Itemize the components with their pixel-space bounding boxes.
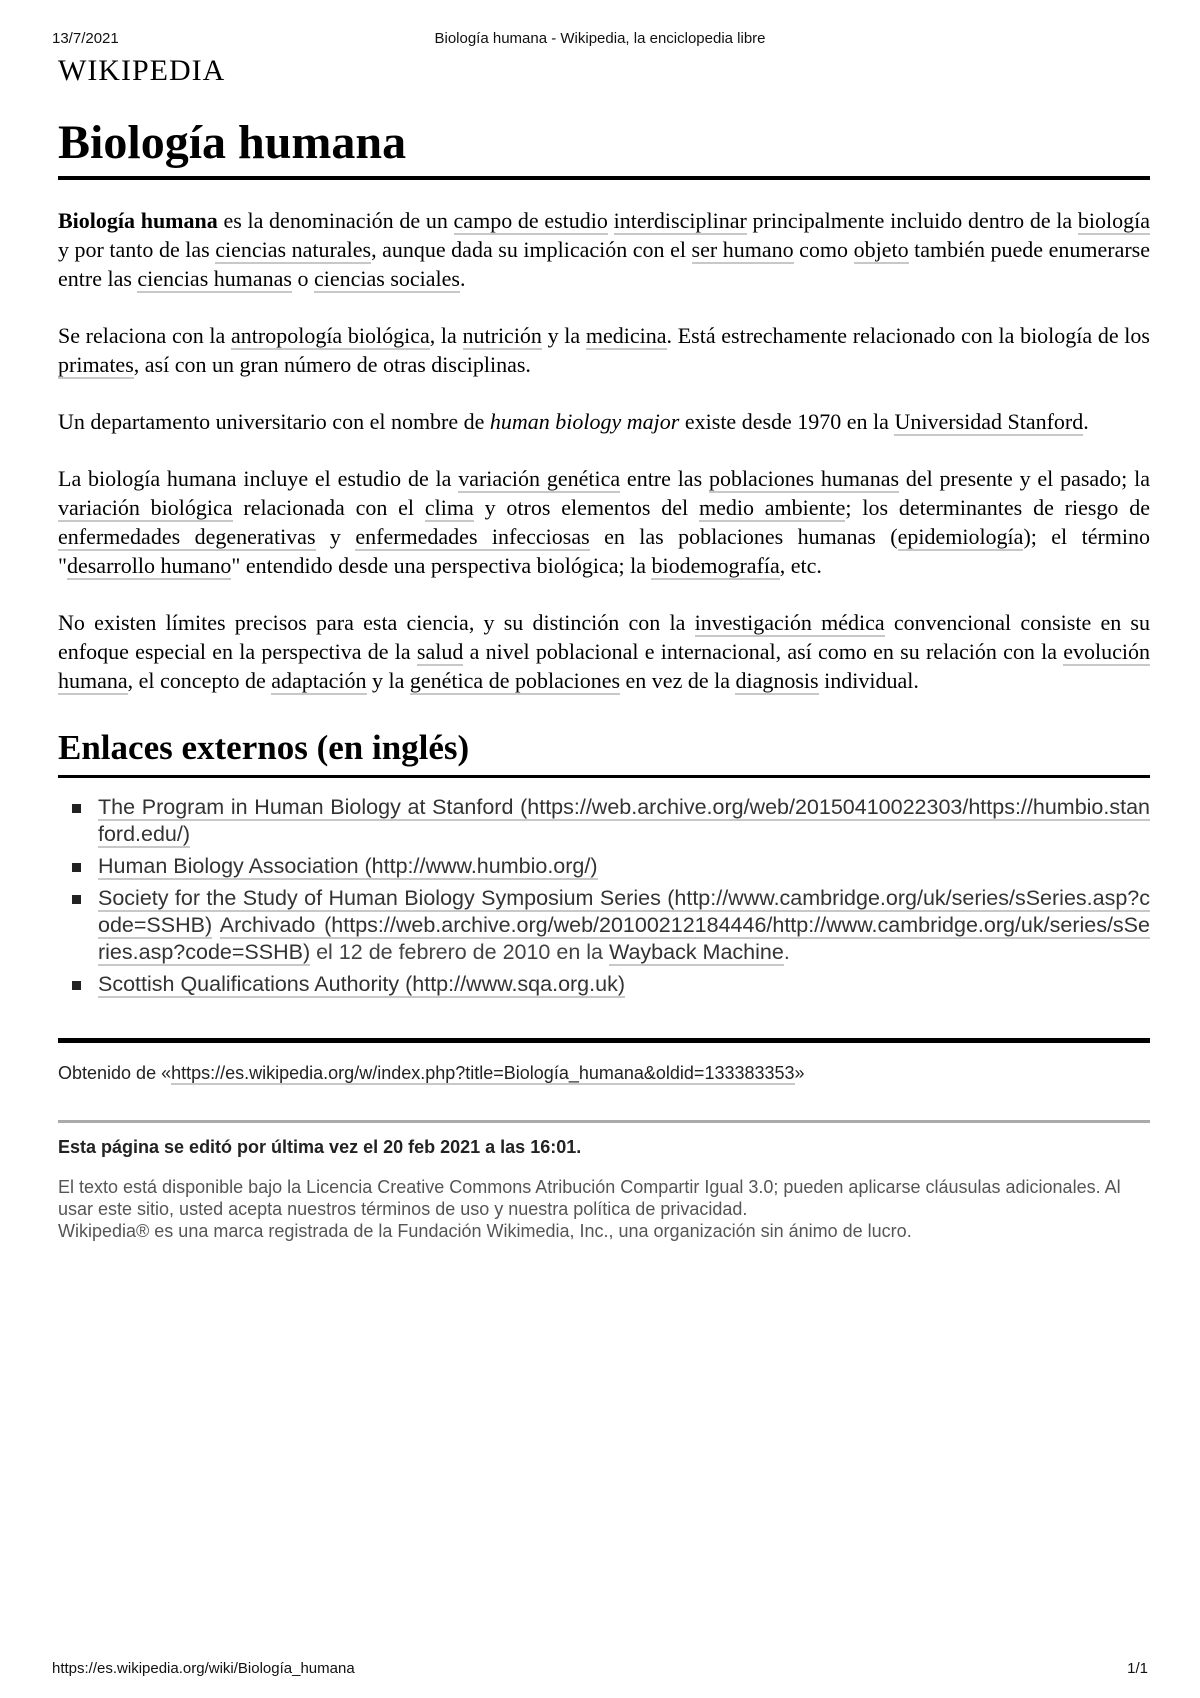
- article-paragraph: [58, 206, 1150, 293]
- article-link[interactable]: salud: [416, 639, 464, 665]
- article-link[interactable]: variación genética: [458, 466, 621, 492]
- retrieved-suffix: »: [794, 1063, 805, 1084]
- article-link[interactable]: evolución humana: [58, 639, 1150, 694]
- text-run: es la denominación de un: [217, 208, 454, 234]
- article-paragraph: [58, 464, 1150, 580]
- article-link[interactable]: medicina: [585, 323, 667, 349]
- external-links-list: [58, 794, 1150, 998]
- article-link[interactable]: Archivado (https://web.archive.org/web/20100212184446/http://www.cambridge.org/uk/series/sSeries.asp?code=SSHB): [98, 913, 1150, 965]
- article-link[interactable]: Society for the Study of Human Biology Symposium Series (http://www.cambridge.org/uk/series/sSeries.asp?code=SSHB): [98, 886, 1150, 938]
- text-run: del presente y el pasado; la: [899, 466, 1150, 492]
- text-run: , etc.: [779, 553, 822, 579]
- text-run: en vez de la: [620, 668, 736, 694]
- article-link[interactable]: Scottish Qualifications Authority (http://www.sqa.org.uk): [98, 972, 625, 997]
- article-link[interactable]: campo de estudio: [453, 208, 608, 234]
- external-link-item: [98, 853, 1150, 880]
- article-link[interactable]: clima: [424, 495, 474, 521]
- text-run: No existen límites precisos para esta ciencia, y su distinción con la: [58, 610, 695, 636]
- text-run: a nivel poblacional e internacional, así como en su relación con la: [463, 639, 1064, 665]
- print-date: 13/7/2021: [52, 30, 119, 47]
- text-run: .: [1083, 409, 1089, 435]
- italic-text: human biology major: [489, 409, 680, 435]
- text-run: entre las: [620, 466, 709, 492]
- license-info: [58, 1176, 1150, 1242]
- article-link[interactable]: biología: [1077, 208, 1150, 234]
- text-run: , el concepto de: [127, 668, 272, 694]
- text-run: . Está estrechamente relacionado con la biología de los: [666, 323, 1150, 349]
- text-run: ); el término ": [58, 524, 1151, 579]
- text-run: , aunque dada su implicación con el: [371, 237, 692, 263]
- article-link[interactable]: interdisciplinar: [613, 208, 747, 234]
- text-run: y otros elementos del: [473, 495, 699, 521]
- article-body: [58, 206, 1150, 695]
- text-run: individual.: [818, 668, 919, 694]
- text-run: ; los determinantes de riesgo de: [845, 495, 1151, 521]
- text-run: La biología humana incluye el estudio de la: [58, 466, 459, 492]
- trademark-text: Wikipedia® es una marca registrada de la Fundación Wikimedia, Inc., una organización sin ánimo de lucro.: [58, 1221, 912, 1242]
- page-title: Biología humana: [58, 115, 1150, 180]
- text-run: Se relaciona con la: [58, 323, 231, 349]
- article-link[interactable]: ciencias sociales: [313, 266, 460, 292]
- article-link[interactable]: diagnosis: [735, 668, 819, 694]
- text-run: como: [793, 237, 854, 263]
- text-run: principalmente incluido dentro de la: [746, 208, 1078, 234]
- text-run: y la: [541, 323, 586, 349]
- text-run: Un departamento universitario con el nombre de: [58, 409, 490, 435]
- print-url: https://es.wikipedia.org/wiki/Biología_humana: [52, 1660, 355, 1677]
- text-run: convencional consiste en su enfoque especial en la perspectiva de la: [58, 610, 1150, 665]
- text-run: también puede enumerarse entre las: [58, 237, 1150, 292]
- text-run: en las poblaciones humanas (: [589, 524, 898, 550]
- article-link[interactable]: ser humano: [691, 237, 794, 263]
- article-paragraph: [58, 407, 1150, 436]
- article-link[interactable]: variación biológica: [58, 495, 233, 521]
- footer-info-divider: [58, 1120, 1150, 1123]
- text-run: y por tanto de las: [58, 237, 216, 263]
- article-paragraph: [58, 321, 1150, 379]
- article-link[interactable]: Human Biology Association (http://www.humbio.org/): [98, 854, 598, 879]
- text-run: o: [291, 266, 314, 292]
- text-run: " entendido desde una perspectiva biológica; la: [231, 553, 652, 579]
- article-link[interactable]: adaptación: [271, 668, 367, 694]
- footer-divider: [58, 1038, 1150, 1043]
- bold-text: Biología humana: [58, 208, 218, 234]
- article-paragraph: [58, 608, 1150, 695]
- text-run: .: [783, 940, 790, 965]
- article-link[interactable]: epidemiología: [897, 524, 1024, 550]
- text-run: .: [459, 266, 466, 292]
- last-edited-info: Esta página se editó por última vez el 20 feb 2021 a las 16:01.: [58, 1137, 582, 1158]
- article-link[interactable]: enfermedades infecciosas: [355, 524, 590, 550]
- external-link-item: [98, 971, 1150, 998]
- permanent-link[interactable]: https://es.wikipedia.org/w/index.php?title=Biología_humana&oldid=133383353: [171, 1063, 795, 1084]
- text-run: [212, 913, 220, 937]
- text-run: y la: [366, 668, 410, 694]
- article-content: [58, 105, 1150, 1242]
- text-run: , así con un gran número de otras disciplinas.: [133, 352, 531, 378]
- text-run: relacionada con el: [232, 495, 425, 521]
- article-link[interactable]: biodemografía: [651, 553, 780, 579]
- article-link[interactable]: poblaciones humanas: [708, 466, 900, 492]
- text-run: [608, 208, 614, 233]
- text-run: el 12 de febrero de 2010 en la: [310, 940, 609, 965]
- article-link[interactable]: investigación médica: [694, 610, 885, 636]
- article-link[interactable]: antropología biológica: [231, 323, 430, 349]
- wikipedia-logo[interactable]: WIKIPEDIA: [58, 54, 226, 87]
- article-link[interactable]: genética de poblaciones: [409, 668, 621, 694]
- print-page-title: Biología humana - Wikipedia, la enciclopedia libre: [434, 30, 766, 47]
- external-link-item: [98, 794, 1150, 848]
- article-link[interactable]: desarrollo humano: [66, 553, 232, 579]
- text-run: y: [315, 524, 356, 550]
- article-link[interactable]: Wayback Machine: [608, 940, 784, 965]
- text-run: existe desde 1970 en la: [679, 409, 895, 435]
- article-link[interactable]: The Program in Human Biology at Stanford (https://web.archive.org/web/20150410022303/https://humbio.stanford.edu/): [98, 795, 1150, 847]
- article-link[interactable]: ciencias naturales: [215, 237, 372, 263]
- article-link[interactable]: Universidad Stanford: [894, 409, 1084, 435]
- retrieved-from: [58, 1063, 1150, 1084]
- article-link[interactable]: ciencias humanas: [137, 266, 292, 292]
- article-link[interactable]: enfermedades degenerativas: [58, 524, 316, 550]
- retrieved-prefix: Obtenido de «: [58, 1063, 172, 1084]
- article-link[interactable]: nutrición: [462, 323, 542, 349]
- section-heading-external-links: Enlaces externos (en inglés): [58, 727, 1150, 778]
- print-page-number: 1/1: [1127, 1660, 1148, 1677]
- article-link[interactable]: primates: [58, 352, 134, 378]
- text-run: , la: [429, 323, 463, 349]
- article-link[interactable]: medio ambiente: [698, 495, 846, 521]
- external-link-item: [98, 885, 1150, 966]
- article-link[interactable]: objeto: [853, 237, 909, 263]
- license-text: El texto está disponible bajo la Licencia Creative Commons Atribución Compartir Igual 3.0; pueden aplicarse cláusulas adicionales. Al usar este sitio, usted acepta nuestros términos de uso y nuestra política de privacidad.: [58, 1177, 1121, 1220]
